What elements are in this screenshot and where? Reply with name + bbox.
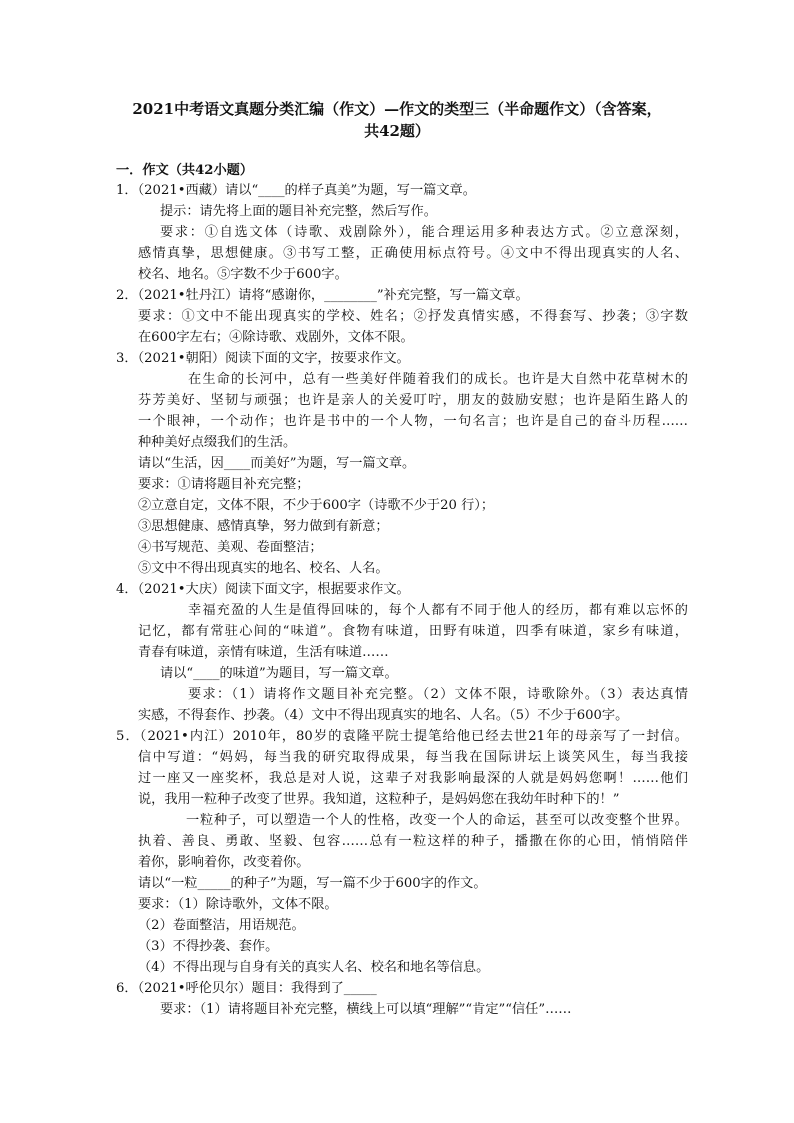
q1-req-line: 感情真挚，思想健康。③书写工整，正确使用标点符号。④文中不得出现真实的人名、 xyxy=(138,246,688,261)
q2-req-line: 要求：①文中不能出现真实的学校、姓名；②抒发真情实感，不得套写、抄袭；③字数 xyxy=(138,309,688,324)
title-line-2: 共42题） xyxy=(364,122,430,140)
q3-prompt: 请以“生活，因____而美好”为题，写一篇文章。 xyxy=(138,456,416,471)
q5-req-line: （2）卷面整洁，用语规范。 xyxy=(138,918,305,933)
q1-req-line: 校名、地名。⑤字数不少于600字。 xyxy=(138,267,348,282)
document-title xyxy=(90,98,704,142)
q4-req-line: 实感，不得套作、抄袭。（4）文中不得出现真实的地名、人名。（5）不少于600字。 xyxy=(138,708,629,723)
q5-text-line: 过一座又一座奖杯，我总是对人说，这辈子对我影响最深的人就是妈妈您啊！……他们 xyxy=(138,771,688,786)
q5-prompt: 请以“一粒_____的种子”为题，写一篇不少于600字的作文。 xyxy=(138,876,487,891)
q3-text-line: 一个眼神，一个动作；也许是书中的一个人物，一句名言；也许是自己的奋斗历程…… xyxy=(138,414,688,429)
q6-header: 6．（2021•呼伦贝尔）题目：我得到了_____ xyxy=(116,981,377,996)
q3-text-line: 芬芳美好、坚韧与顽强；也许是亲人的关爱叮咛，朋友的鼓励安慰；也许是陌生路人的 xyxy=(138,393,688,408)
q3-req-line: ③思想健康、感情真挚，努力做到有新意； xyxy=(138,519,389,534)
q5-req-line: 要求：（1）除诗歌外，文体不限。 xyxy=(138,897,338,912)
q3-req-line: ②立意自定，文体不限，不少于600字（诗歌不少于20 行）； xyxy=(138,498,495,513)
q1-header: 1．（2021•西藏）请以“____的样子真美”为题，写一篇文章。 xyxy=(116,183,476,198)
q3-req-line: ④书写规范、美观、卷面整洁； xyxy=(138,540,323,555)
q5-req-line: （3）不得抄袭、套作。 xyxy=(138,939,279,954)
q2-req-line: 在600字左右；④除诗歌、戏剧外，文体不限。 xyxy=(138,330,414,345)
q1-tip: 提示：请先将上面的题目补充完整，然后写作。 xyxy=(160,204,437,219)
q5-text-line: 信中写道：“妈妈，每当我的研究取得成果，每当我在国际讲坛上谈笑风生，每当我接 xyxy=(138,750,688,765)
q4-text-line: 幸福充盈的人生是值得回味的，每个人都有不同于他人的经历，都有难以忘怀的 xyxy=(188,603,688,618)
q3-req-line: ⑤文中不得出现真实的地名、校名、人名。 xyxy=(138,561,389,576)
q4-text-line: 记忆，都有常驻心间的“味道”。食物有味道，田野有味道，四季有味道，家乡有味道， xyxy=(138,624,688,639)
q5-req-line: （4）不得出现与自身有关的真实人名、校名和地名等信息。 xyxy=(138,960,490,975)
q5-text-line: 一粒种子，可以塑造一个人的性格，改变一个人的命运，甚至可以改变整个世界。 xyxy=(186,813,688,828)
q3-req-line: 要求：①请将题目补充完整； xyxy=(138,477,310,492)
q4-prompt: 请以“____的味道”为题目，写一篇文章。 xyxy=(160,666,398,681)
q5-text-line: 着你，影响着你，改变着你。 xyxy=(138,855,310,870)
title-line-1: 2021中考语文真题分类汇编（作文）—作文的类型三（半命题作文）（含答案， xyxy=(132,100,662,118)
q4-text-line: 青春有味道，亲情有味道，生活有味道…… xyxy=(138,645,389,660)
q3-text-line: 种种美好点缀我们的生活。 xyxy=(138,435,297,450)
q4-header: 4．（2021•大庆）阅读下面文字，根据要求作文。 xyxy=(116,582,410,597)
q1-req-line: 要求：①自选文体（诗歌、戏剧除外），能合理运用多种表达方式。②立意深刻， xyxy=(160,225,688,240)
q5-header: 5．（2021•内江）2010年，80岁的袁隆平院士提笔给他已经去世21年的母亲写了一封信。 xyxy=(116,729,688,744)
section-heading: 一．作文（共42小题） xyxy=(116,163,254,178)
q5-text-line: 说，我用一粒种子改变了世界。我知道，这粒种子，是妈妈您在我幼年时种下的！” xyxy=(138,792,620,807)
q6-req-line: 要求：（1）请将题目补充完整，横线上可以填“理解”“肯定”“信任”…… xyxy=(160,1002,572,1017)
q4-req-line: 要求：（1）请将作文题目补充完整。（2）文体不限，诗歌除外。（3）表达真情 xyxy=(188,687,688,702)
q3-text-line: 在生命的长河中，总有一些美好伴随着我们的成长。也许是大自然中花草树木的 xyxy=(188,372,688,387)
q2-header: 2．（2021•牡丹江）请将“感谢你，________”补充完整，写一篇文章。 xyxy=(116,288,529,303)
q5-text-line: 执着、善良、勇敢、坚毅、包容……总有一粒这样的种子，播撒在你的心田，悄悄陪伴 xyxy=(138,834,688,849)
q3-header: 3．（2021•朝阳）阅读下面的文字，按要求作文。 xyxy=(116,351,410,366)
